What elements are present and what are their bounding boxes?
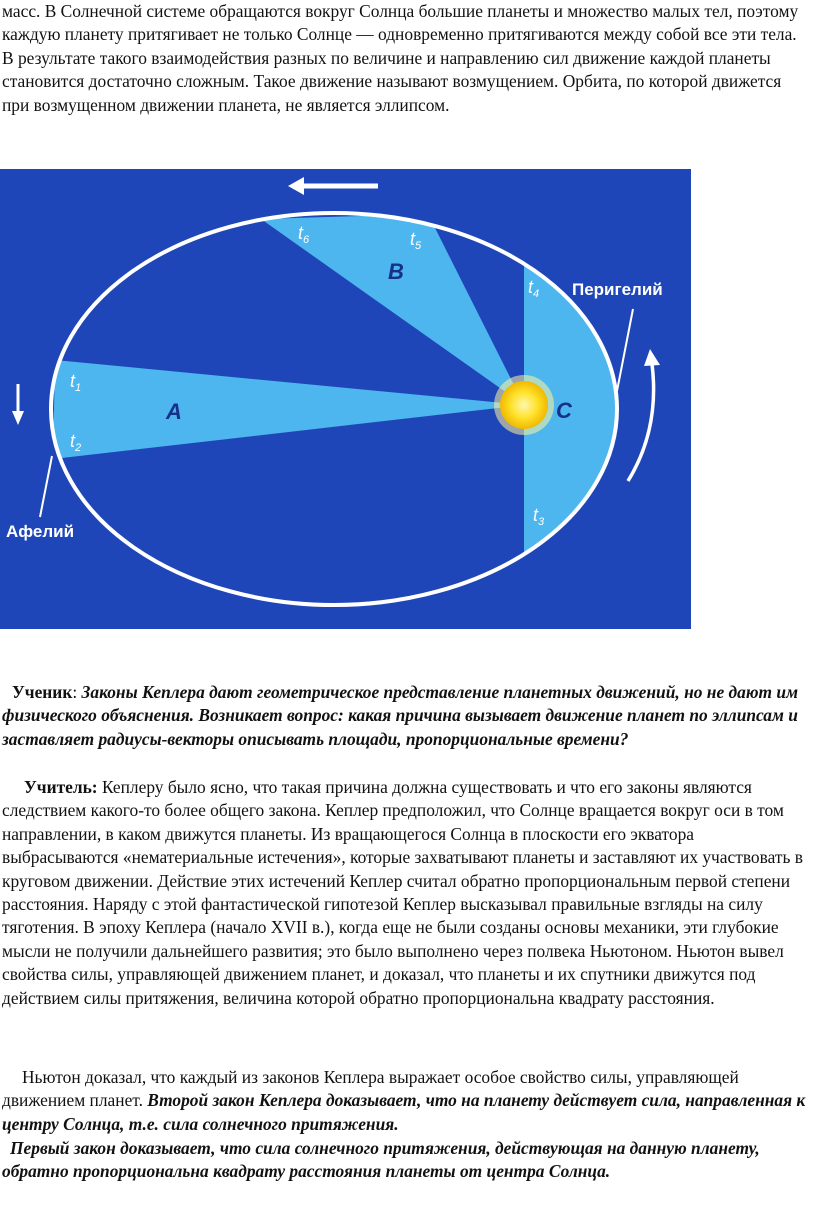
intro-paragraph: масс. В Солнечной системе обращаются вокруг Солнца большие планеты и множество малых тел, поэтому каждую планету притягивает не только Солнце — одновременно притягиваются между собой все эти тела. В результате такого взаимодействия разных по величине и направлению сил движение каждой планеты становится достаточно сложным. Такое движение называют возмущением. Орбита, по которой движется при возмущенном движении планета, не является эллипсом.	[2, 1, 799, 115]
student-colon: :	[72, 682, 82, 702]
label-t6: $t_6$	[298, 223, 310, 246]
newton-paragraph	[2, 1066, 808, 1136]
student-paragraph	[2, 681, 808, 751]
label-t4: $t_4$	[528, 277, 540, 300]
kepler-orbit-figure	[0, 169, 691, 629]
sun	[500, 381, 548, 429]
newton-text: Ньютон доказал, что каждый из законов Кеплера выражает особое свойство силы, управляющей движением планет.	[2, 1067, 739, 1111]
student-speaker: Ученик	[12, 682, 73, 702]
teacher-answer: Кеплеру было ясно, что такая причина должна существовать и что его законы являются следствием какого-то более общего закона. Кеплер предположил, что Солнце вращается вокруг оси в том направлении, в каком движутся планеты. Из вращающегося Солнца в плоскости его экватора выбрасываются «нематериальные истечения», которые захватывают планеты и заставляют их участвовать в круговом движении. Действие этих истечений Кеплер считал обратно пропорциональным первой степени расстояния. Наряду с этой фантастической гипотезой Кеплер высказывал правильные взгляды на силу тяготения. В эпоху Кеплера (начало XVII в.), когда еще не были созданы основы механики, эти глубокие мысли не получили дальнейшего развития; это было выполнено через полвека Ньютоном. Ньютон вывел свойства силы, управляющей движением планет, и доказал, что планеты и их спутники движутся под действием силы притяжения, величина которой обратно пропорциональна квадрату расстояния.	[2, 777, 803, 1008]
label-t5: $t_5$	[410, 229, 422, 252]
first-law-paragraph	[2, 1137, 808, 1184]
label-area-c: C	[556, 398, 572, 423]
first-law-statement: Первый закон доказывает, что сила солнечного притяжения, действующая на данную планету, обратно пропорциональна квадрату расстояния планеты от центра Солнца.	[2, 1138, 760, 1182]
student-question: Законы Кеплера дают геометрическое представление планетных движений, но не дают им физического объяснения. Возникает вопрос: какая причина вызывает движение планет по эллипсам и заставляет радиусы-векторы описывать площади, пропорциональные времени?	[2, 682, 798, 749]
teacher-speaker: Учитель:	[24, 777, 98, 797]
label-t3: $t_3$	[533, 505, 545, 528]
label-t1: $t_1$	[70, 371, 82, 394]
label-aphelion: Афелий	[6, 522, 75, 541]
teacher-paragraph	[2, 776, 808, 1010]
label-area-b: B	[388, 259, 404, 284]
label-perihelion: Перигелий	[572, 280, 663, 299]
orbit-diagram	[0, 169, 691, 629]
second-law-statement: Второй закон Кеплера доказывает, что на планету действует сила, направленная к центру Солнца, т.е. сила солнечного притяжения.	[2, 1090, 806, 1134]
label-area-a: A	[166, 399, 182, 424]
label-t2: $t_2$	[70, 431, 82, 454]
